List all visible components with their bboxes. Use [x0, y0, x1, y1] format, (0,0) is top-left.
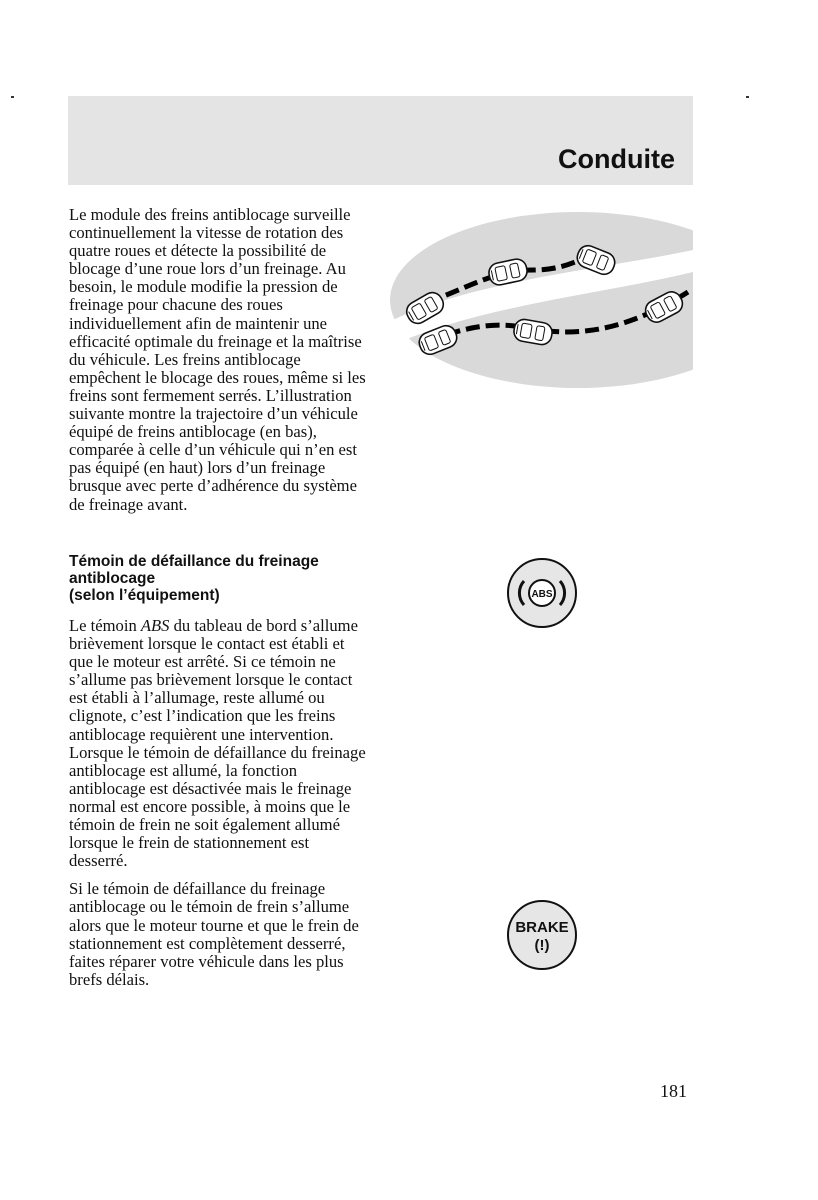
section-title: Conduite [558, 144, 675, 174]
brake-icon-symbol: (!) [534, 937, 550, 954]
abs-paragraph-body: du tableau de bord s’allume brièvement lorsque le contact est établi et que le moteur est arrêté. Si ce témoin ne s’allume pas brièvement lorsque le contact est établi à l’allumage, reste allumé ou clignote, c’est l’indication que les freins antiblocage requièrent une intervention. Lorsque le témoin de défaillance du freinage antiblocage est allumé, la fonction antiblocage est désactivée mais le freinage normal est encore possible, à moins que le témoin de frein ne soit également allumé lorsque le frein de stationnement est desserré. [69, 616, 366, 871]
abs-term: ABS [140, 616, 170, 635]
crop-mark-left [11, 96, 14, 98]
service-paragraph: Si le témoin de défaillance du freinage antiblocage ou le témoin de frein s’allume alors que le moteur tourne et que le frein de stationnement est complètement desserré, faites réparer votre véhicule dans les plus brefs délais. [69, 879, 359, 989]
page-number: 181 [660, 1081, 687, 1101]
brake-icon-label: BRAKE [515, 919, 569, 936]
warning-heading-title: Témoin de défaillance du freinage antiblocage [69, 553, 319, 587]
abs-paragraph-lead: Le témoin [69, 616, 141, 635]
warning-heading [69, 553, 369, 604]
warning-heading-note: (selon l’équipement) [69, 587, 220, 604]
body-column-bottom [69, 617, 369, 989]
crop-mark-right [746, 96, 749, 98]
abs-warning-paragraph [69, 617, 369, 870]
header-band [68, 96, 693, 185]
abs-trajectory-illustration [388, 210, 693, 390]
brake-warning-icon [506, 899, 578, 971]
body-column-top [69, 206, 369, 514]
abs-icon-label: ABS [531, 589, 553, 600]
intro-paragraph: Le module des freins antiblocage surveille continuellement la vitesse de rotation des quatre roues et détecte la possibilité de blocage d’une roue lors d’un freinage. Au besoin, le module modifie la pression de freinage pour chacune des roues individuellement afin de maintenir une efficacité optimale du freinage et la maîtrise du véhicule. Les freins antiblocage empêchent le blocage des roues, même si les freins sont fermement serrés. L’illustration suivante montre la trajectoire d’un véhicule équipé de freins antiblocage (en bas), comparée à celle d’un véhicule qui n’en est pas équipé (en haut) lors d’un freinage brusque avec perte d’adhérence du système de freinage avant. [69, 205, 366, 514]
abs-warning-icon [506, 557, 578, 629]
